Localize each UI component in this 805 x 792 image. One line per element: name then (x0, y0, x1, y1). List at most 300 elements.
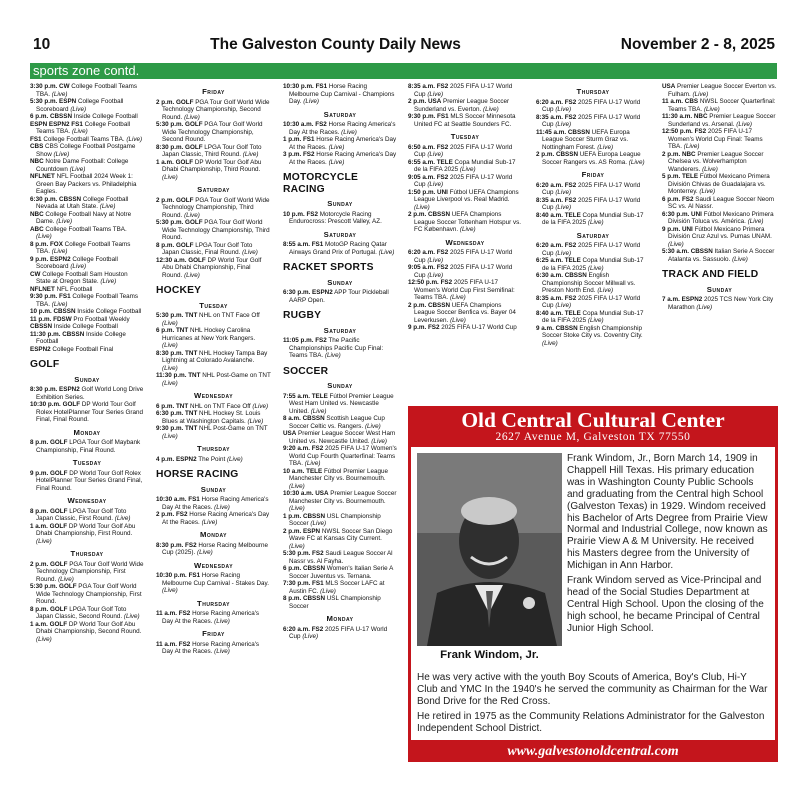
live-tag: (Live) (162, 432, 178, 440)
listing-entry (408, 83, 522, 98)
listing-channel: GOLF (49, 507, 68, 515)
listing-entry (30, 561, 144, 584)
day-heading: Saturday (197, 185, 230, 194)
live-tag: (Live) (699, 188, 716, 195)
listing-channel: GOLF (185, 121, 203, 128)
listing-program: Premier League Soccer Manchester City vs. Bournemouth. (289, 490, 397, 505)
listing-program: 2025 FIFA U-17 World Cup (289, 625, 388, 640)
listing-time: 8:35 a.m. (408, 83, 435, 90)
listing-entry (283, 241, 397, 256)
listing-time: 6 p.m. (156, 327, 175, 334)
listing-entry (30, 113, 144, 121)
listing-time: 6 p.m. (662, 195, 681, 203)
listing-channel: FS2 (178, 640, 191, 648)
listing-program: Fútbol Mexicano Primera División Cruz Azul vs. Pumas UNAM. (668, 225, 772, 240)
listing-channel: CBSSN (53, 308, 76, 315)
listing-entry (283, 136, 397, 151)
listing-program: UEFA Champions League Soccer Benfica vs. Bayer 04 Leverkusen. (414, 301, 516, 324)
listing-time: 1 p.m. (283, 512, 302, 520)
listing-program: 2025 FIFA U-17 World Cup (542, 98, 641, 113)
listing-time: 5:30 p.m. (156, 312, 184, 319)
listing-time: 7:30 p.m. (283, 580, 311, 587)
listing-program: Horse Racing America's Day At the Races. (289, 151, 397, 166)
listing-time: 6:30 a.m. (536, 272, 563, 279)
listing-time: 2 p.m. (283, 527, 302, 535)
day-heading: Sunday (327, 381, 353, 390)
listing-time: 6:50 a.m. (408, 143, 435, 151)
live-tag: (Live) (747, 218, 764, 225)
listing-time: 8:30 p.m. (156, 541, 184, 549)
live-tag: (Live) (542, 339, 558, 347)
listing-time: 6:55 a.m. (408, 158, 435, 166)
section-band-label: sports zone contd. (33, 63, 140, 78)
live-tag: (Live) (197, 549, 213, 556)
listing-channel: GOLF (49, 620, 68, 628)
live-tag: (Live) (226, 455, 243, 463)
listing-channel: TNT (175, 327, 189, 334)
day-heading: Sunday (327, 199, 353, 208)
listing-time: 9:05 a.m. (408, 173, 435, 181)
listing-program: NHL on TNT Face Off (189, 402, 251, 410)
listing-program: College Football Teams TBA. (43, 135, 125, 143)
listing-time: 9:30 p.m. (30, 293, 58, 300)
listing-channel: FS1 (312, 580, 324, 587)
listing-channel: FS1 (302, 136, 315, 143)
listing-entry (662, 113, 777, 128)
live-tag: (Live) (414, 203, 430, 211)
listing-time: 8 p.m. (156, 241, 175, 249)
live-tag: (Live) (70, 105, 87, 113)
listing-channel: FS2 (564, 242, 577, 249)
listing-program: UEFA Champions League Soccer Tottenham Hotspur vs. FC København. (414, 211, 521, 233)
live-tag: (Live) (597, 143, 614, 151)
listing-program: Horse Racing America's Day At the Races. (289, 121, 396, 136)
listing-channel: ESPN2 (175, 455, 197, 463)
listing-channel: FS2 (564, 196, 577, 204)
listing-entry (30, 621, 144, 644)
listing-channel: GOLF (49, 605, 68, 613)
listing-channel: FS2 (694, 128, 707, 135)
listing-channel: CBSSN (49, 113, 72, 120)
listing-program: College Football Teams TBA. (45, 225, 127, 233)
live-tag: (Live) (99, 203, 116, 210)
listing-time: 4 p.m. (156, 455, 175, 463)
listing-channel: GOLF (49, 439, 68, 446)
listing-entry (156, 121, 271, 144)
listing-time: 1 a.m. (30, 522, 48, 530)
listing-channel: GOLF (49, 469, 68, 477)
live-tag: (Live) (555, 204, 572, 211)
listing-entry (30, 316, 144, 324)
photo-caption: Frank Windom, Jr. (440, 649, 539, 661)
listing-program: Inside College Football (53, 323, 118, 330)
live-tag: (Live) (201, 518, 218, 526)
live-tag: (Live) (427, 256, 444, 264)
listing-channel: TNT (185, 410, 198, 417)
listing-program: MLS Soccer LAFC at Austin FC. (289, 580, 385, 595)
listing-program: Premier League Soccer Sunderland vs. Everton. (414, 98, 510, 113)
listing-time: 6:20 a.m. (536, 181, 563, 189)
listing-channel: ESPN2 (59, 386, 80, 393)
listing-time: 1 a.m. (30, 620, 48, 628)
listing-entry (156, 456, 271, 464)
day-heading: Wednesday (445, 237, 485, 247)
listing-time: 9 p.m. (30, 255, 49, 263)
listing-channel: GOLF (49, 522, 68, 530)
live-tag: (Live) (587, 219, 604, 226)
listing-time: 2 p.m. (408, 211, 427, 218)
listing-program: Fútbol Premier League Manchester City vs. Bournemouth. (289, 467, 389, 482)
live-tag: (Live) (162, 587, 178, 594)
listing-program: 2025 FIFA U-17 World Cup (414, 264, 513, 279)
listing-time: 2 p.m. (156, 196, 175, 204)
listing-channel: GOLF (188, 256, 206, 264)
listing-time: 5 p.m. (662, 173, 681, 180)
listing-time: 2 p.m. (30, 560, 49, 568)
live-tag: (Live) (162, 319, 178, 327)
listing-entry (156, 610, 271, 625)
listing-channel: CBSSN (555, 151, 578, 158)
listing-program: 2025 FIFA U-17 World Cup (414, 249, 513, 264)
listing-channel: FS2 (311, 445, 324, 452)
listing-channel: TNT (185, 349, 198, 357)
listing-entry (662, 151, 777, 174)
day-heading: Tuesday (72, 458, 102, 467)
live-tag: (Live) (555, 302, 572, 309)
day-heading: Wednesday (67, 496, 107, 505)
listing-time: 3 p.m. (283, 151, 302, 158)
listing-program: 2025 FIFA U-17 World Cup (542, 113, 641, 128)
listing-time: 10:30 p.m. (156, 572, 187, 579)
listing-time: 6:20 a.m. (536, 98, 563, 106)
listing-program: MLS Soccer Minnesota United FC at Seattle Sounders FC. (414, 113, 516, 128)
listing-channel: USA (315, 490, 329, 497)
listing-program: Copa Mundial Sub-17 de la FIFA 2025 (414, 158, 516, 173)
listing-program: Premier League Soccer Sunderland vs. Arsenal. (668, 113, 776, 128)
listing-program: USL Championship Soccer (289, 512, 381, 527)
listing-time: 8:30 p.m. (156, 349, 184, 357)
listing-entry (283, 151, 397, 166)
live-tag: (Live) (214, 617, 230, 625)
listing-channel: FS2 (564, 181, 577, 189)
live-tag: (Live) (378, 248, 395, 256)
listing-channel: CBSSN (302, 595, 325, 602)
listing-entry (536, 325, 650, 348)
listing-entry (536, 310, 650, 325)
listing-time: 10:30 p.m. (30, 401, 61, 408)
listing-program: English Championship Soccer Millwall vs. Preston North End. (542, 272, 636, 294)
listing-time: 9:30 p.m. (156, 425, 184, 432)
listing-time: 2 p.m. (662, 150, 681, 158)
listing-program: Horse Racing America's Day At the Races. (162, 511, 270, 526)
listing-channel: CBSSN (690, 248, 713, 255)
live-tag: (Live) (184, 271, 200, 279)
listing-program: College Football Scoreboard (36, 255, 118, 270)
listing-channel: ESPN2 (49, 255, 71, 263)
live-tag: (Live) (289, 542, 305, 550)
listing-time: 2 p.m. (156, 98, 175, 106)
listing-program: Saudi League Soccer Al Nassr vs. Al Fayha. (289, 550, 393, 565)
listing-program: DP World Tour Golf Rolex HotelPlanner Tour Series Grand Final, Final Round. (36, 401, 143, 423)
listing-channel: FS2 (564, 294, 577, 302)
listing-time: 11 a.m. (156, 640, 178, 648)
listing-entry (30, 241, 144, 256)
live-tag: (Live) (214, 648, 230, 655)
sport-heading: HORSE RACING (156, 469, 239, 480)
listing-entry (536, 151, 650, 166)
listing-time: 6:25 a.m. (536, 257, 563, 264)
listing-program: CBS College Football Postgame Show (36, 143, 136, 158)
listing-time: 2 p.m. (536, 151, 555, 158)
listing-program: Copa Mundial Sub-17 de la FIFA 2025 (542, 257, 644, 272)
listing-channel: CBSSN (302, 512, 325, 520)
listing-program: NHL on TNT Face Off (199, 312, 260, 319)
listing-program: PGA Tour Golf World Wide Technology Championship, First Round. (36, 583, 142, 605)
day-heading: Thursday (197, 444, 230, 453)
listing-entry (156, 542, 271, 557)
listing-program: 2025 FIFA U-17 World Cup (441, 324, 517, 331)
listing-entry (30, 401, 144, 424)
listing-channel: FS2 (315, 121, 327, 128)
listing-time: 10 p.m. (283, 210, 305, 218)
listing-program: 2025 FIFA U-17 World Cup (542, 196, 641, 211)
listing-entry (30, 523, 144, 546)
listing-time: 8:30 p.m. (30, 386, 58, 393)
listing-program: MotoGP Racing Qatar Airways Grand Prix of Portugal. (289, 241, 387, 256)
listing-entry (283, 626, 397, 641)
listing-program: The Pacific Championships Pacific Cup Final: Teams TBA. (289, 337, 384, 359)
listing-program: PGA Tour Golf World Wide Technology Championship, Second Round. (162, 98, 270, 121)
live-tag: (Live) (51, 248, 68, 255)
day-heading: Monday (73, 427, 101, 437)
day-heading: Saturday (323, 109, 357, 119)
live-tag: (Live) (459, 166, 476, 173)
listing-program: Fútbol Premier League West Ham United vs. Newcastle United. (289, 392, 394, 415)
listing-time: 6:30 p.m. (30, 195, 58, 203)
listing-channel: NBC (693, 113, 708, 120)
live-tag: (Live) (51, 300, 68, 308)
listing-entry (156, 144, 271, 159)
listing-entry (536, 182, 650, 197)
ad-website-link[interactable]: www.galvestonoldcentral.com (507, 744, 679, 759)
live-tag: (Live) (36, 537, 52, 545)
live-tag: (Live) (587, 317, 604, 324)
live-tag: (Live) (247, 417, 264, 425)
listing-program: Golf World Long Drive Exhibition Series. (36, 386, 144, 401)
listing-entry (536, 114, 650, 129)
bio-text-top (567, 453, 769, 638)
listing-program: Saudi League Soccer Neom SC vs. Al Nassr. (668, 195, 775, 210)
listing-channel: ESPN (59, 98, 77, 105)
listing-channel: GOLF (49, 560, 68, 568)
sport-heading: MOTORCYCLE RACING (283, 172, 359, 195)
live-tag: (Live) (482, 105, 499, 113)
listing-program: 2025 FIFA U-17 World Cup (414, 173, 513, 188)
listing-entry (30, 136, 144, 144)
listing-time: 5:30 p.m. (283, 550, 311, 557)
live-tag: (Live) (597, 287, 614, 294)
listing-entry (156, 257, 271, 280)
listing-time: 8 p.m. (30, 439, 49, 446)
listing-program: NWSL Soccer San Diego Wave FC at Kansas City Current. (289, 527, 393, 542)
listing-channel: ABC (30, 225, 44, 233)
page-header (33, 36, 775, 56)
listing-entry (536, 212, 650, 227)
listing-program: Premier League Soccer Chelsea vs. Wolverhampton Wanderers. (668, 150, 764, 173)
ad-body (411, 447, 775, 740)
listing-entry (30, 606, 144, 621)
listing-entry (283, 580, 397, 595)
listing-program: Copa Mundial Sub-17 de la FIFA 2025 (542, 211, 644, 226)
live-tag: (Live) (214, 503, 230, 511)
listing-entry (408, 174, 522, 189)
listing-time: 8:35 a.m. (536, 196, 563, 204)
listing-program: Horse Racing Melbourne Cup Carnival - Champions Day. (289, 83, 395, 105)
listing-entry (30, 143, 144, 158)
listing-program: NHL Hockey St. Louis Blues at Washington Capitals. (162, 410, 261, 425)
listing-channel: NFLNET (30, 173, 55, 180)
listing-program: LPGA Tour Golf Toto Japan Classic, Third Round. (162, 143, 262, 158)
live-tag: (Live) (184, 113, 200, 121)
issue-date-range: November 2 - 8, 2025 (620, 36, 775, 53)
listing-entry (156, 159, 271, 182)
live-tag: (Live) (364, 422, 381, 430)
listing-entry (662, 98, 777, 113)
listing-channel: NFLNET (30, 285, 55, 293)
listing-time: 7:55 a.m. (283, 392, 310, 400)
listing-entry (283, 550, 397, 565)
live-tag: (Live) (36, 233, 52, 240)
listing-program: College Football Final (52, 345, 114, 353)
live-tag: (Live) (555, 249, 572, 257)
listing-channel: CW (30, 270, 41, 278)
day-heading: Saturday (323, 229, 357, 239)
listing-program: The Point (198, 455, 226, 463)
listing-channel: GOLF (175, 196, 194, 204)
listing-channel: NBC (30, 210, 44, 218)
listing-program: 2025 FIFA U-17 Women's World Cup Final: Teams TBA. (668, 128, 763, 150)
listing-channel: NBC (681, 150, 696, 158)
listing-time: 11 a.m. (662, 98, 684, 105)
listing-channel: FS2 (302, 151, 315, 158)
listing-entry (156, 350, 271, 373)
listing-time: 8:55 a.m. (283, 241, 310, 248)
listing-channel: TELE (564, 257, 581, 264)
bio-paragraph-4: He retired in 1975 as the Community Relations Administrator for the Galveston Independent School District. (417, 710, 765, 734)
listing-program: College Football Nevada at Utah State. (36, 195, 129, 210)
day-heading: Sunday (706, 284, 733, 294)
live-tag: (Live) (304, 460, 321, 467)
listing-entry (156, 425, 271, 440)
listing-time: 9:05 a.m. (408, 264, 435, 271)
listing-program: DP World Tour Golf Abu Dhabi Championship, Second Round. (36, 620, 142, 635)
listing-entry (408, 189, 522, 212)
live-tag: (Live) (696, 303, 713, 311)
listing-entry (156, 312, 271, 327)
listing-program: Inside College Football (36, 330, 126, 345)
listing-time: 2 p.m. (408, 301, 427, 309)
listing-entry (408, 249, 522, 264)
live-tag: (Live) (289, 482, 305, 490)
listing-entry (30, 83, 144, 98)
listing-entry (30, 121, 144, 136)
listing-program: UEFA Europa League Soccer Sturm Graz vs. Nottingham Forest. (542, 128, 630, 151)
listing-program: PGA Tour Golf World Wide Technology Championship, Third Round. (162, 219, 270, 241)
listing-channel: USA (283, 430, 297, 437)
live-tag: (Live) (162, 342, 178, 349)
live-tag: (Live) (58, 575, 74, 583)
listing-entry (536, 295, 650, 310)
listing-entry (662, 128, 777, 151)
listing-channel: FS2 (564, 113, 577, 121)
day-heading: Thursday (70, 549, 104, 558)
listing-time: 9:30 p.m. (408, 113, 436, 120)
listing-channel: GOLF (175, 98, 194, 106)
listing-entry (283, 468, 397, 491)
live-tag: (Live) (427, 271, 444, 279)
listing-channel: FS2 (681, 195, 694, 203)
listing-program: Scottish League Cup Soccer Celtic vs. Rangers. (289, 415, 385, 430)
listing-channel: FS2 (185, 541, 197, 549)
listing-program: Premier League Soccer West Ham United vs. Newcastle United. (289, 430, 396, 445)
listing-entry (283, 415, 397, 430)
live-tag: (Live) (126, 135, 143, 143)
listing-entry (662, 196, 777, 211)
listing-program: Notre Dame Football: College Countdown (36, 158, 129, 173)
listing-channel: FS1 (188, 572, 201, 579)
listing-column-4 (408, 83, 522, 332)
listing-channel: FS1 (59, 293, 71, 300)
listing-channel: GOLF (175, 241, 194, 249)
day-heading: Wednesday (193, 560, 234, 570)
live-tag: (Live) (303, 98, 319, 105)
bio-paragraph-1: Frank Windom, Jr., Born March 14, 1909 in Chappell Hill Texas. His primary education was in Washington County Public Schools and graduating from the Central high School (Galveston Texas) in 1929. Windom received his Bachelor of Arts Degree from Prairie View Normal and Industrial College, now known as Prairie View A & M University. He received his Masters degree from the University of Michigan in Ann Harbor. (567, 453, 768, 572)
listing-program: Fútbol Mexicano Primera División Toluca vs. América. (668, 210, 774, 225)
listing-entry (30, 211, 144, 226)
live-tag: (Live) (328, 143, 345, 151)
listing-program: DP World Tour Golf Rolex HotelPlanner Tour Series Grand Final, Final Round. (36, 469, 143, 492)
listing-entry (408, 264, 522, 279)
live-tag: (Live) (324, 352, 341, 359)
listing-channel: CBSSN (567, 128, 590, 136)
listing-entry (283, 393, 397, 416)
listing-entry (662, 296, 777, 311)
listing-entry (156, 99, 271, 122)
listing-time: 9 a.m. (536, 324, 554, 332)
live-tag: (Live) (162, 364, 178, 372)
listing-column-2 (156, 83, 271, 656)
listing-column-5 (536, 83, 650, 347)
listing-program: 2025 FIFA U-17 Women's World Cup Fourth Quarterfinal: Teams TBA. (289, 445, 397, 467)
listing-entry (30, 508, 144, 523)
live-tag: (Live) (371, 437, 387, 445)
listing-time: 11:05 p.m. (283, 337, 314, 344)
day-heading: Monday (326, 614, 354, 623)
listing-program: College Football Scoreboard (36, 98, 124, 113)
live-tag: (Live) (310, 520, 327, 527)
listing-time: 6:30 p.m. (283, 289, 311, 296)
listing-entry (536, 129, 650, 152)
listing-channel: CBSSN (427, 211, 450, 218)
live-tag: (Live) (289, 505, 305, 512)
listing-entry (156, 410, 271, 425)
listing-entry (30, 158, 144, 173)
listing-entry (283, 490, 397, 513)
live-tag: (Live) (184, 211, 200, 219)
listing-program: DP World Tour Golf Abu Dhabi Championship, First Round. (36, 522, 136, 537)
listing-channel: GOLF (185, 143, 203, 151)
live-tag: (Live) (736, 120, 753, 128)
